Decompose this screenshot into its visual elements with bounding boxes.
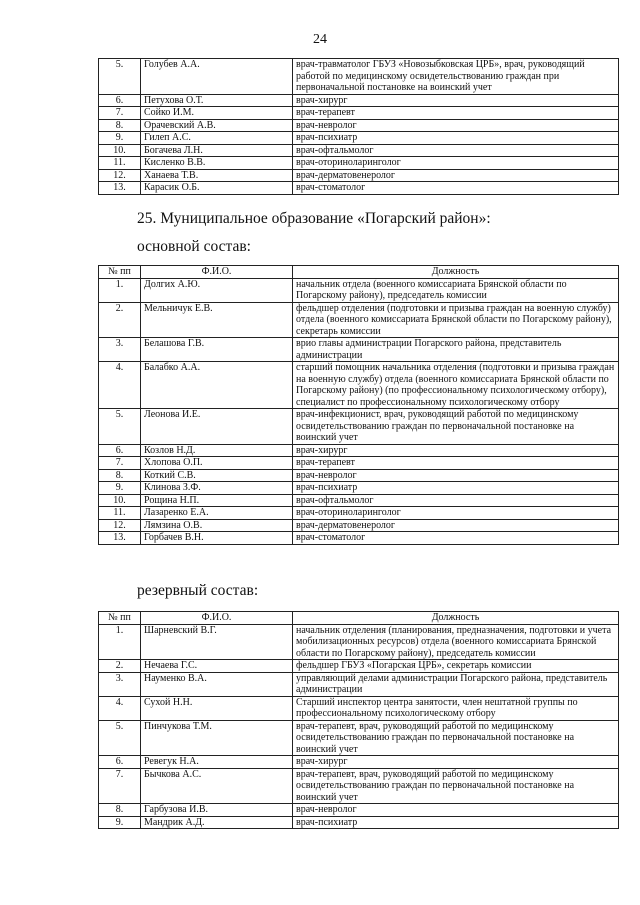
person-name: Хлопова О.П. [141,457,293,470]
table-header-row [99,612,619,625]
person-name: Бычкова А.С. [141,768,293,804]
row-number: 5. [99,59,141,95]
row-number: 11. [99,157,141,170]
row-number: 1. [99,624,141,660]
person-position: врач-инфекционист, врач, руководящий работой по медицинскому освидетельствованию граждан по первоначальной постановке на воинский учет [293,409,619,445]
person-name: Карасик О.Б. [141,182,293,195]
row-number: 8. [99,119,141,132]
person-name: Ханаева Т.В. [141,169,293,182]
person-position: врач-стоматолог [293,532,619,545]
person-position: врач-хирург [293,94,619,107]
row-number: 4. [99,696,141,720]
section-heading: 25. Муниципальное образование «Погарский район»: [137,210,491,227]
person-position: врач-травматолог ГБУЗ «Новозыбковская ЦРБ», врач, руководящий работой по медицинскому освидетельствованию граждан при первоначальной постановке на воинский учет [293,59,619,95]
row-number: 12. [99,519,141,532]
table-row [99,696,619,720]
row-number: 13. [99,182,141,195]
table-row [99,362,619,409]
reserve-composition-heading: резервный состав: [137,582,259,599]
person-name: Лазаренко Е.А. [141,507,293,520]
person-position: врач-терапевт, врач, руководящий работой по медицинскому освидетельствованию граждан по первоначальной постановке на воинский учет [293,720,619,756]
person-name: Сойко И.М. [141,107,293,120]
row-number: 5. [99,409,141,445]
row-number: 3. [99,672,141,696]
row-number: 10. [99,494,141,507]
row-number: 11. [99,507,141,520]
person-position: врач-оториноларинголог [293,157,619,170]
person-position: начальник отдела (военного комиссариата Брянской области по Погарскому району), председатель комиссии [293,278,619,302]
header-position: Должность [293,612,619,625]
person-position: врач-невролог [293,119,619,132]
table-row [99,302,619,338]
table-row [99,157,619,170]
person-position: врач-психиатр [293,482,619,495]
table-row [99,816,619,829]
person-name: Пинчукова Т.М. [141,720,293,756]
main-composition-heading: основной состав: [137,238,251,255]
table-row [99,519,619,532]
person-name: Кисленко В.В. [141,157,293,170]
table-row [99,338,619,362]
person-position: врач-офтальмолог [293,144,619,157]
row-number: 2. [99,660,141,673]
person-name: Козлов Н.Д. [141,444,293,457]
person-position: врио главы администрации Погарского района, представитель администрации [293,338,619,362]
table-row [99,672,619,696]
row-number: 8. [99,469,141,482]
person-name: Горбачев В.Н. [141,532,293,545]
person-position: врач-невролог [293,804,619,817]
table-row [99,756,619,769]
header-position: Должность [293,266,619,279]
person-name: Шарневский В.Г. [141,624,293,660]
person-name: Голубев А.А. [141,59,293,95]
person-position: врач-терапевт [293,107,619,120]
row-number: 6. [99,756,141,769]
person-position: врач-дерматовенеролог [293,169,619,182]
person-name: Леонова И.Е. [141,409,293,445]
header-full-name: Ф.И.О. [141,266,293,279]
table-row [99,720,619,756]
person-position: врач-дерматовенеролог [293,519,619,532]
row-number: 2. [99,302,141,338]
table-row [99,278,619,302]
person-position: врач-психиатр [293,816,619,829]
person-name: Рощина Н.П. [141,494,293,507]
table-row [99,532,619,545]
person-name: Петухова О.Т. [141,94,293,107]
person-name: Гарбузова И.В. [141,804,293,817]
person-name: Орачевский А.В. [141,119,293,132]
row-number: 9. [99,132,141,145]
table-row [99,507,619,520]
row-number: 4. [99,362,141,409]
row-number: 6. [99,444,141,457]
person-name: Гилеп А.С. [141,132,293,145]
header-number: № пп [99,612,141,625]
table-row [99,768,619,804]
table-row [99,107,619,120]
person-position: врач-хирург [293,444,619,457]
table-row [99,169,619,182]
person-position: врач-психиатр [293,132,619,145]
row-number: 7. [99,768,141,804]
table-row [99,457,619,470]
person-name: Нечаева Г.С. [141,660,293,673]
person-name: Науменко В.А. [141,672,293,696]
person-name: Долгих А.Ю. [141,278,293,302]
person-position: врач-невролог [293,469,619,482]
row-number: 8. [99,804,141,817]
table-row [99,660,619,673]
person-position: врач-стоматолог [293,182,619,195]
person-name: Клинова З.Ф. [141,482,293,495]
person-name: Белашова Г.В. [141,338,293,362]
commission-table-continued [98,58,619,195]
row-number: 13. [99,532,141,545]
row-number: 12. [99,169,141,182]
table-row [99,59,619,95]
row-number: 6. [99,94,141,107]
page-number: 24 [313,32,327,47]
row-number: 7. [99,107,141,120]
person-name: Коткий С.В. [141,469,293,482]
header-number: № пп [99,266,141,279]
person-position: врач-офтальмолог [293,494,619,507]
table-row [99,469,619,482]
person-position: старший помощник начальника отделения (подготовки и призыва граждан на военную службу) отдела (военного комиссариата Брянской области по Погарскому району) (по профессиональному психологическому отбору), специалист по профессиональному психологическому отбору [293,362,619,409]
person-position: управляющий делами администрации Погарского района, представитель администрации [293,672,619,696]
table-row [99,132,619,145]
row-number: 1. [99,278,141,302]
table-row [99,494,619,507]
table-row [99,94,619,107]
table-header-row [99,266,619,279]
row-number: 9. [99,482,141,495]
person-name: Сухой Н.Н. [141,696,293,720]
table-row [99,144,619,157]
person-name: Лямзина О.В. [141,519,293,532]
person-name: Богачева Л.Н. [141,144,293,157]
table-row [99,182,619,195]
person-name: Мельничук Е.В. [141,302,293,338]
table-row [99,119,619,132]
table-row [99,444,619,457]
person-position: фельдшер отделения (подготовки и призыва граждан на военную службу) отдела (военного комиссариата Брянской области по Погарскому району), секретарь комиссии [293,302,619,338]
person-position: врач-терапевт, врач, руководящий работой по медицинскому освидетельствованию граждан по первоначальной постановке на воинский учет [293,768,619,804]
row-number: 7. [99,457,141,470]
person-name: Ревегук Н.А. [141,756,293,769]
row-number: 3. [99,338,141,362]
reserve-composition-table [98,611,619,829]
person-name: Балабко А.А. [141,362,293,409]
main-composition-table [98,265,619,545]
table-row [99,804,619,817]
row-number: 5. [99,720,141,756]
person-position: Старший инспектор центра занятости, член нештатной группы по профессиональному психологическому отбору [293,696,619,720]
person-position: фельдшер ГБУЗ «Погарская ЦРБ», секретарь комиссии [293,660,619,673]
table-row [99,409,619,445]
row-number: 10. [99,144,141,157]
row-number: 9. [99,816,141,829]
person-position: врач-хирург [293,756,619,769]
person-name: Мандрик А.Д. [141,816,293,829]
person-position: врач-терапевт [293,457,619,470]
table-row [99,624,619,660]
header-full-name: Ф.И.О. [141,612,293,625]
person-position: врач-оториноларинголог [293,507,619,520]
table-row [99,482,619,495]
person-position: начальник отделения (планирования, предназначения, подготовки и учета мобилизационных ресурсов) отдела (военного комиссариата Брянской области по Погарскому району), председатель комиссии [293,624,619,660]
